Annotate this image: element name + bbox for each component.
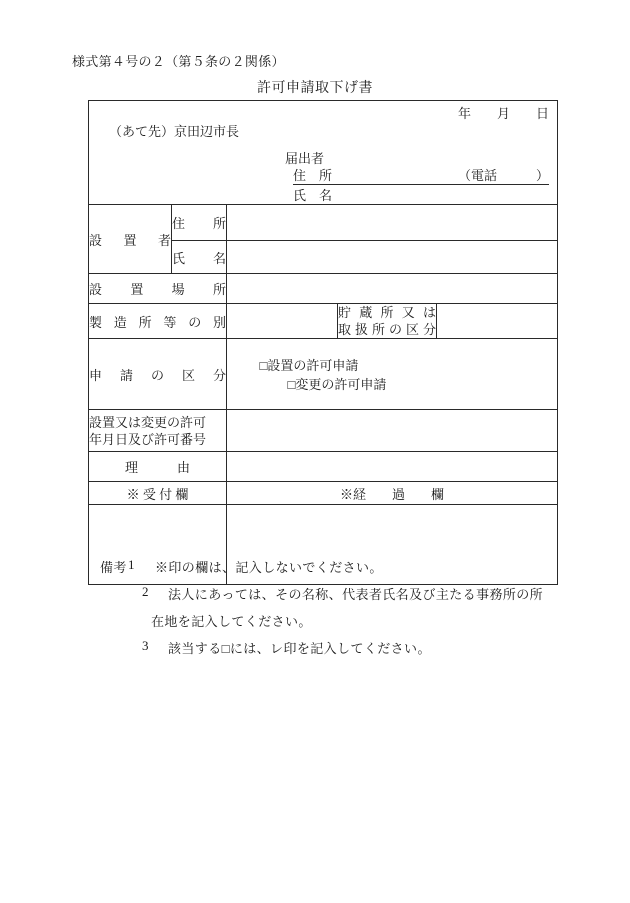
permit-info-label: 設置又は変更の許可 年月日及び許可番号 xyxy=(89,410,227,452)
addressee: （あて先）京田辺市長 xyxy=(109,124,240,139)
checkbox-change-icon[interactable]: □ xyxy=(287,377,296,392)
form-header-cell xyxy=(89,101,558,205)
page-title: 許可申請取下げ書 xyxy=(257,81,373,96)
option-setup-label: 設置の許可申請 xyxy=(267,358,359,373)
phone-label: （電話 ） xyxy=(457,168,549,183)
declarant-name-line xyxy=(293,187,549,205)
checkbox-setup-icon[interactable]: □ xyxy=(259,358,268,373)
application-options xyxy=(227,339,558,410)
option-change-label: 変更の許可申請 xyxy=(295,377,387,392)
name-label: 氏 名 xyxy=(293,188,333,203)
reception-column-label: ※ 受 付 欄 xyxy=(89,482,227,505)
option-change-permit[interactable] xyxy=(288,374,387,393)
storage-division-label: 貯蔵所又は 取扱所の区分 xyxy=(338,305,436,337)
notes-section xyxy=(0,557,630,667)
reason-field xyxy=(227,452,558,482)
progress-column-label: ※経 過 欄 xyxy=(227,482,558,505)
application-division-label: 申 請 の 区 分 xyxy=(89,339,227,410)
reason-label: 理 由 xyxy=(89,452,227,482)
installer-address-label: 住 所 xyxy=(172,205,227,241)
note-1-text: ※印の欄は、記入しないでください。 xyxy=(155,560,383,575)
note-3-text: 該当する□には、レ印を記入してください。 xyxy=(168,641,431,656)
facility-type-label: 製 造 所 等 の 別 xyxy=(89,304,227,339)
installer-address-field xyxy=(227,205,558,241)
form-table xyxy=(88,100,558,585)
declarant-label: 届出者 xyxy=(285,151,325,166)
address-label: 住 所 xyxy=(293,168,333,183)
note-3-number: 3 xyxy=(142,638,149,653)
note-2-text-line2: 在地を記入してください。 xyxy=(151,614,312,629)
installer-name-label: 氏 名 xyxy=(172,241,227,274)
permit-info-field xyxy=(227,410,558,452)
declarant-address-line xyxy=(293,167,549,185)
note-1-number: 1 xyxy=(128,557,135,572)
notes-label: 備考 xyxy=(100,560,127,575)
location-label: 設 置 場 所 xyxy=(89,274,227,304)
storage-division-field xyxy=(437,304,558,339)
option-setup-permit[interactable] xyxy=(260,355,359,374)
note-2-text-line1: 法人にあっては、その名称、代表者氏名及び主たる事務所の所 xyxy=(168,587,544,602)
note-2-number: 2 xyxy=(142,584,149,599)
date-line: 年 月 日 xyxy=(458,106,550,121)
installer-label: 設 置 者 xyxy=(89,205,172,274)
form-number: 様式第４号の２（第５条の２関係） xyxy=(72,54,285,69)
location-field xyxy=(227,274,558,304)
installer-name-field xyxy=(227,241,558,274)
facility-type-field xyxy=(227,304,338,339)
